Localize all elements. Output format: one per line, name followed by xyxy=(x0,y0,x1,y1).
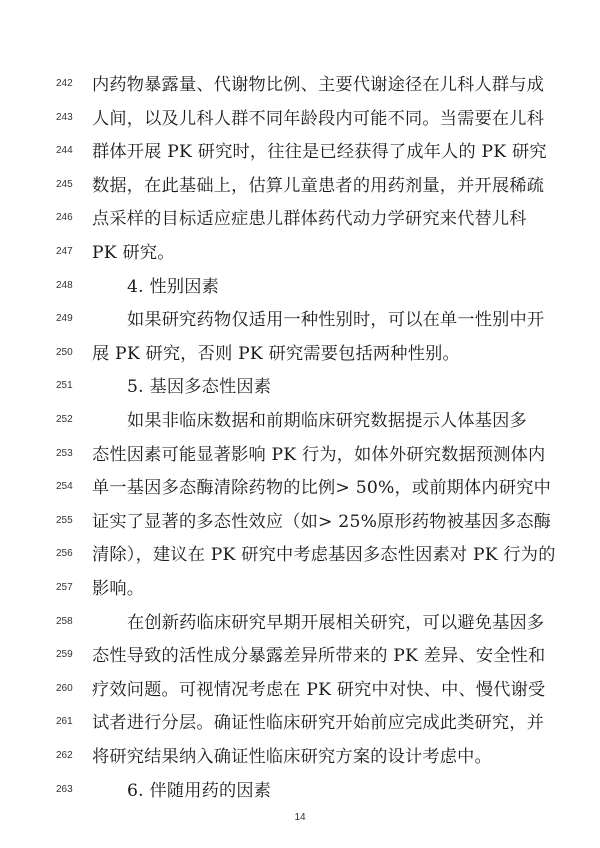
line-text: 态性导致的活性成分暴露差异所带来的 PK 差异、安全性和 xyxy=(92,646,546,667)
line-text: 4. 性别因素 xyxy=(127,276,220,297)
text-line xyxy=(0,641,600,671)
text-line xyxy=(0,238,600,268)
line-number: 261 xyxy=(56,716,73,728)
line-number: 246 xyxy=(56,212,73,224)
line-number: 244 xyxy=(56,145,73,157)
text-line xyxy=(0,305,600,335)
line-number: 252 xyxy=(56,414,73,425)
text-line xyxy=(0,574,600,604)
line-number: 250 xyxy=(56,346,73,358)
text-line xyxy=(0,608,600,638)
text-line xyxy=(0,272,600,302)
line-text: 群体开展 PK 研究时，往往是已经获得了成年人的 PK 研究 xyxy=(92,142,547,163)
line-text: 单一基因多态酶清除药物的比例> 50%，或前期体内研究中 xyxy=(92,478,551,499)
line-number: 242 xyxy=(56,78,73,89)
text-line xyxy=(0,204,600,234)
page-number: 14 xyxy=(294,812,306,823)
line-text: 人间，以及儿科人群不同年龄段内可能不同。当需要在儿科 xyxy=(92,108,545,129)
text-line xyxy=(0,70,600,100)
text-line xyxy=(0,171,600,201)
line-text: 清除），建议在 PK 研究中考虑基因多态性因素对 PK 行为的 xyxy=(92,545,556,566)
line-text: PK 研究。 xyxy=(92,243,175,263)
text-line xyxy=(0,708,600,738)
text-line xyxy=(0,675,600,705)
line-text: 态性因素可能显著影响 PK 行为，如体外研究数据预测体内 xyxy=(92,444,546,465)
line-number: 254 xyxy=(56,481,73,493)
line-text: 证实了显著的多态性效应（如> 25%原形药物被基因多态酶 xyxy=(92,511,551,532)
line-number: 253 xyxy=(56,447,73,459)
line-number: 259 xyxy=(56,649,73,661)
text-line xyxy=(0,473,600,503)
line-text: 点采样的目标适应症患儿群体药代动力学研究来代替儿科 xyxy=(92,209,527,230)
line-number: 249 xyxy=(56,313,73,325)
line-text: 在创新药临床研究早期开展相关研究，可以避免基因多 xyxy=(127,612,545,633)
text-line xyxy=(0,339,600,369)
text-line xyxy=(0,137,600,167)
line-number: 247 xyxy=(56,246,73,257)
line-text: 影响。 xyxy=(92,579,145,599)
line-text: 展 PK 研究，否则 PK 研究需要包括两种性别。 xyxy=(92,343,460,364)
line-number: 255 xyxy=(56,514,73,526)
line-text: 数据，在此基础上，估算儿童患者的用药剂量，并开展稀疏 xyxy=(92,175,545,196)
line-number: 260 xyxy=(56,682,73,694)
line-number: 258 xyxy=(56,615,73,627)
text-line xyxy=(0,406,600,436)
line-number: 245 xyxy=(56,178,73,190)
line-text: 6. 伴随用药的因素 xyxy=(127,780,272,801)
text-line xyxy=(0,742,600,772)
line-text: 疗效问题。可视情况考虑在 PK 研究中对快、中、慢代谢受 xyxy=(92,679,546,700)
line-text: 如果非临床数据和前期临床研究数据提示人体基因多 xyxy=(127,411,527,431)
text-line xyxy=(0,104,600,134)
line-number: 263 xyxy=(56,783,73,795)
line-text: 试者进行分层。确证性临床研究开始前应完成此类研究，并 xyxy=(92,713,545,734)
line-text: 5. 基因多态性因素 xyxy=(127,377,272,398)
text-line xyxy=(0,776,600,806)
line-text: 将研究结果纳入确证性临床研究方案的设计考虑中。 xyxy=(92,747,492,767)
text-line xyxy=(0,440,600,470)
line-text: 内药物暴露量、代谢物比例、主要代谢途径在儿科人群与成 xyxy=(92,75,545,95)
line-number: 243 xyxy=(56,111,73,123)
text-line xyxy=(0,540,600,570)
line-number: 256 xyxy=(56,548,73,560)
line-number: 248 xyxy=(56,279,73,291)
line-number: 262 xyxy=(56,750,73,761)
text-line xyxy=(0,507,600,537)
line-text: 如果研究药物仅适用一种性别时，可以在单一性别中开 xyxy=(127,310,545,331)
line-number: 251 xyxy=(56,380,73,392)
text-line xyxy=(0,372,600,402)
line-number: 257 xyxy=(56,582,73,593)
